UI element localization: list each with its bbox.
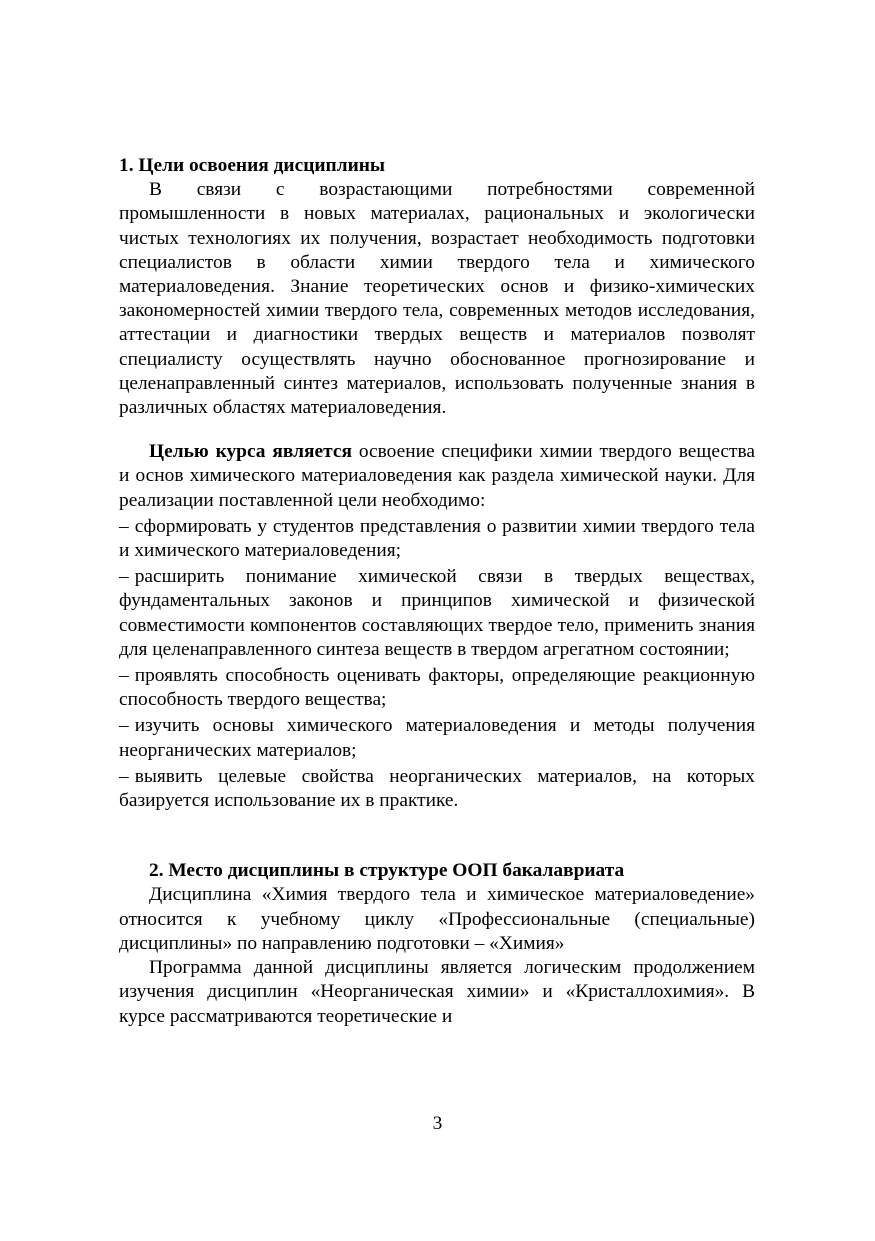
dash-bullet: – [119,715,129,737]
section-1-heading: 1. Цели освоения дисциплины [119,155,386,176]
goal-list-item [119,714,755,762]
goal-list-item-text: изучить основы химического материаловедения и методы получения неорганических материалов; [119,715,755,761]
dash-bullet: – [119,566,129,588]
goal-list-item [119,565,755,662]
course-goal-text: освоение специфики химии твердого вещества и основ химического материаловедения как раздела химической науки. Для реализации поставленной цели необходимо: [119,441,756,511]
section-2-paragraph-2: Программа данной дисциплины является логическим продолжением изучения дисциплин «Неорганическая химии» и «Кристаллохимия». В курсе рассматриваются теоретические и [119,957,755,1027]
goal-list-item-text: расширить понимание химической связи в твердых веществах, фундаментальных законов и принципов химической и физической совместимости компонентов составляющих твердое тело, применить знания для целенаправленного синтеза веществ в твердом агрегатном состоянии; [119,566,755,660]
spacer [119,420,755,440]
dash-bullet: – [119,665,129,687]
section-2-heading: 2. Место дисциплины в структуре ООП бакалавриата [149,860,625,882]
goal-list-item [119,664,755,712]
spacer [119,813,755,859]
course-goal-label: Целью курса является [149,441,352,463]
goal-list-item-text: выявить целевые свойства неорганических материалов, на которых базируется использование их в практике. [119,765,755,812]
dash-bullet: – [119,765,129,787]
course-goal-paragraph [119,440,755,513]
section-1-paragraph: В связи с возрастающими потребностями современной промышленности в новых материалах, рациональных и экологически чистых технологиях их получения, возрастает необходимость подготовки специалистов в области химии твердого тела и химического материаловедения. Знание теоретических основ и физико-химических закономерностей химии твердого тела, современных методов исследования, аттестации и диагностики твердых веществ и материалов позволят специалисту осуществлять научно обоснованное прогнозирование и целенаправленный синтез материалов, использовать полученные знания в различных областях материаловедения. [119,179,755,419]
goal-list-item-text: проявлять способность оценивать факторы, определяющие реакционную способность твердого вещества; [119,665,755,711]
page-number: 3 [432,1113,443,1134]
goal-list-item [119,515,755,563]
section-2-paragraph-1: Дисциплина «Химия твердого тела и химическое материаловедение» относится к учебному циклу «Профессиональные (специальные) дисциплины» по направлению подготовки – «Химия» [119,884,755,954]
goal-list-item [119,765,755,813]
dash-bullet: – [119,515,129,537]
page-content [119,154,755,1029]
goal-list-item-text: сформировать у студентов представления о развитии химии твердого тела и химического материаловедения; [119,515,755,562]
